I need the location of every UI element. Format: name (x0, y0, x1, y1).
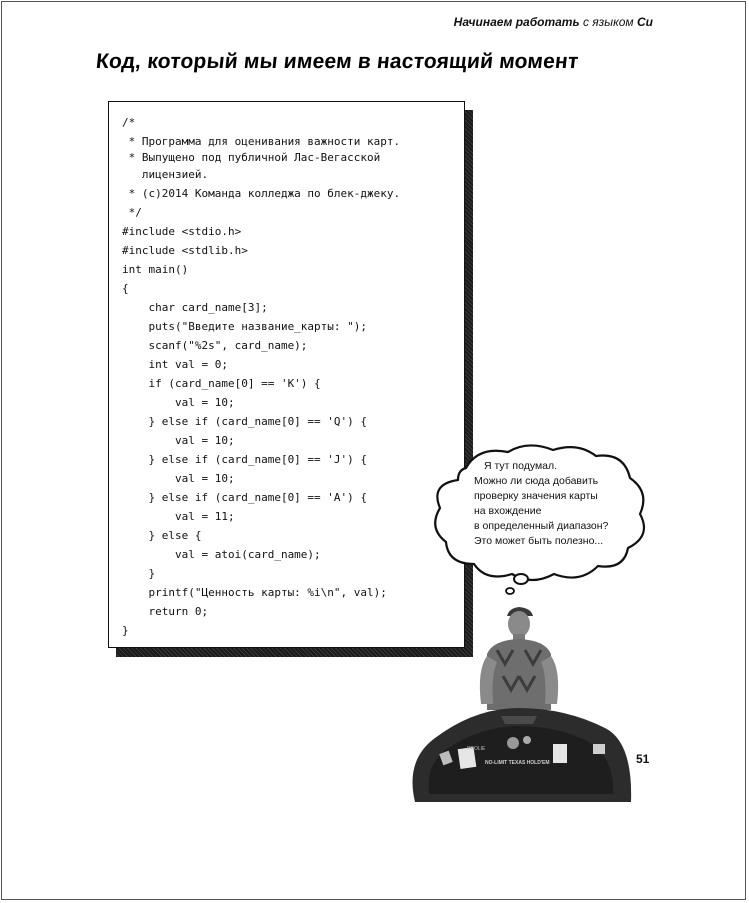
code-listing (122, 113, 400, 640)
code-line: val = 10; (122, 472, 235, 485)
code-line: } (122, 567, 156, 580)
code-line: } else if (card_name[0] == 'A') { (122, 491, 368, 504)
code-line: } (122, 624, 129, 637)
code-line: #include <stdlib.h> (122, 244, 248, 257)
code-line: val = 11; (122, 510, 235, 523)
table-brand-text: PROLIE (467, 746, 486, 752)
code-line: #include <stdio.h> (122, 225, 242, 238)
table-game-text: NO-LIMIT TEXAS HOLD'EM (485, 760, 550, 766)
code-line: if (card_name[0] == 'K') { (122, 377, 321, 390)
code-line: int val = 0; (122, 358, 228, 371)
thought-line: на вхождение (474, 505, 542, 517)
thought-line: в определенный диапазон? (474, 520, 609, 532)
code-line: val = 10; (122, 396, 235, 409)
code-line: } else if (card_name[0] == 'J') { (122, 453, 368, 466)
code-line: printf("Ценность карты: %i\n", val); (122, 586, 387, 599)
code-line: { (122, 282, 129, 295)
code-line: int main() (122, 263, 189, 276)
code-line: /* (122, 116, 136, 129)
page-heading: Код, который мы имеем в настоящий момент (94, 50, 580, 73)
thought-line: Я тут подумал. (484, 460, 558, 472)
code-line: } else { (122, 529, 202, 542)
code-line: val = 10; (122, 434, 235, 447)
thought-text (474, 459, 634, 549)
code-line: } else if (card_name[0] == 'Q') { (122, 415, 368, 428)
running-head: Начинаем работать с языком Си (453, 15, 653, 29)
code-line: val = atoi(card_name); (122, 548, 321, 561)
thought-line: проверку значения карты (474, 490, 598, 502)
code-line: * Выпущено под публичной Лас-Вегасской (122, 151, 381, 164)
page-number: 51 (636, 752, 650, 766)
thought-line: Можно ли сюда добавить (474, 475, 599, 487)
dealer-figure (480, 607, 558, 710)
code-line: */ (122, 206, 142, 219)
code-line: scanf("%2s", card_name); (122, 339, 308, 352)
code-line: puts("Введите название_карты: "); (122, 320, 368, 333)
code-line: return 0; (122, 605, 209, 618)
poker-dealer-photo (405, 580, 635, 805)
code-line: * (c)2014 Команда колледжа по блек-джеку. (122, 187, 401, 200)
thought-line: Это может быть полезно... (474, 535, 604, 547)
code-line: char card_name[3]; (122, 301, 268, 314)
code-line: * Программа для оценивания важности карт. (122, 135, 401, 148)
poker-table (413, 708, 632, 802)
code-line: лицензией. (122, 168, 209, 181)
